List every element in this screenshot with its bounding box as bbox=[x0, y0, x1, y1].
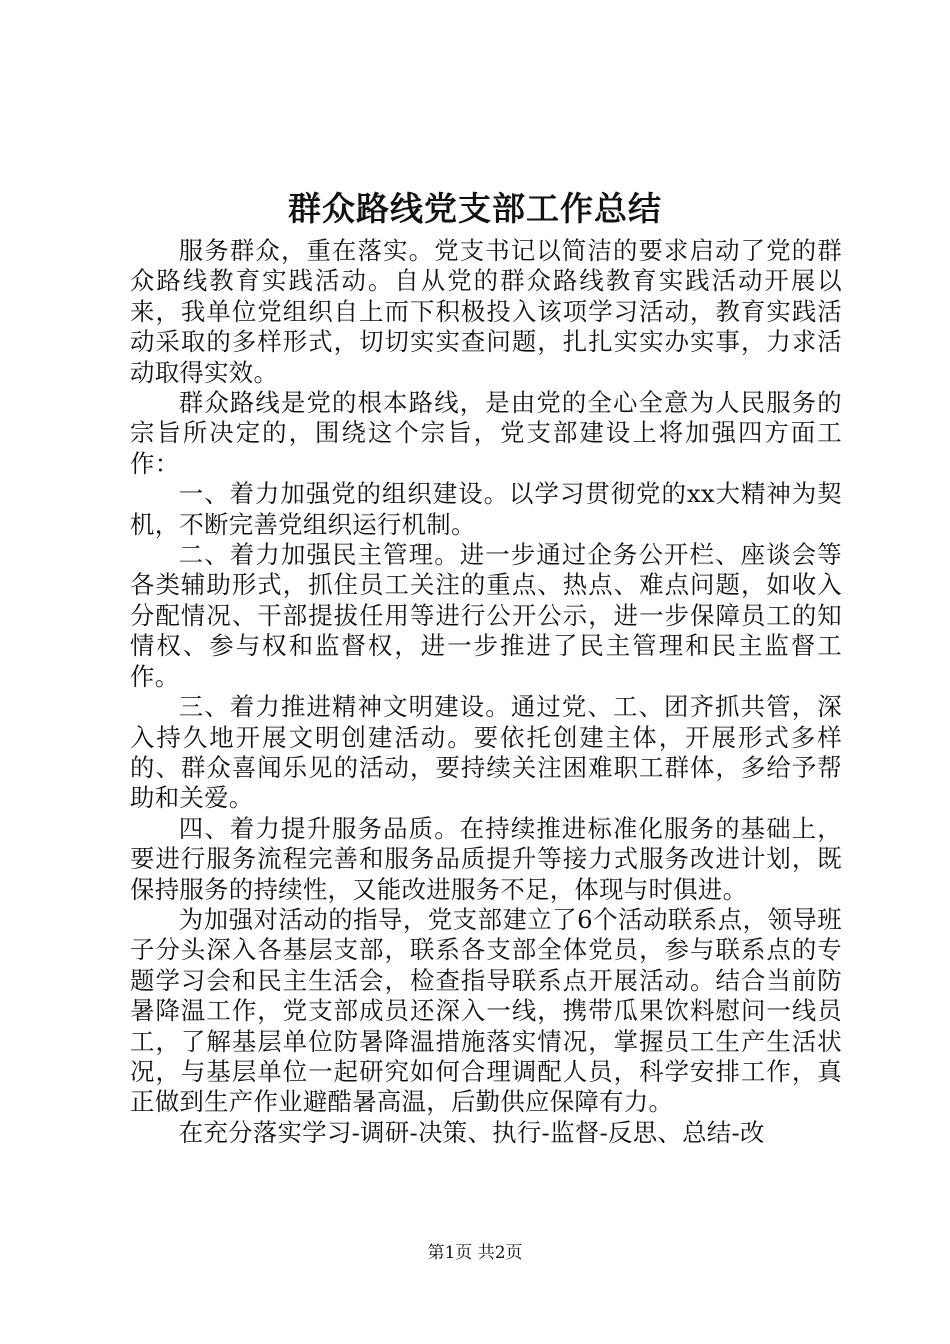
paragraph-4: 二、着力加强民主管理。进一步通过企务公开栏、座谈会等各类辅助形式，抓住员工关注的重点、热点、难点问题，如收入分配情况、干部提拔任用等进行公开公示，进一步保障员工的知情权、参与权和监督权，进一步推进了民主管理和民主监督工作。 bbox=[130, 540, 842, 691]
paragraph-6: 四、着力提升服务品质。在持续推进标准化服务的基础上，要进行服务流程完善和服务品质提升等接力式服务改进计划，既保持服务的持续性，又能改进服务不足，体现与时俱进。 bbox=[130, 813, 842, 904]
paragraph-3: 一、着力加强党的组织建设。以学习贯彻党的xx大精神为契机，不断完善党组织运行机制。 bbox=[130, 479, 842, 539]
paragraph-2: 群众路线是党的根本路线，是由党的全心全意为人民服务的宗旨所决定的，围绕这个宗旨，党支部建设上将加强四方面工作： bbox=[130, 388, 842, 478]
document-body bbox=[130, 236, 842, 1148]
paragraph-1: 服务群众，重在落实。党支书记以简洁的要求启动了党的群众路线教育实践活动。自从党的群众路线教育实践活动开展以来，我单位党组织自上而下积极投入该项学习活动，教育实践活动采取的多样形式，切切实实查问题，扎扎实实办实事，力求活动取得实效。 bbox=[130, 236, 842, 387]
paragraph-8: 在充分落实学习-调研-决策、执行-监督-反思、总结-改 bbox=[178, 1117, 765, 1147]
document-title: 群众路线党支部工作总结 bbox=[288, 189, 662, 228]
page-footer: 第1页 共2页 bbox=[427, 1243, 523, 1263]
paragraph-5: 三、着力推进精神文明建设。通过党、工、团齐抓共管，深入持久地开展文明创建活动。要依托创建主体，开展形式多样的、群众喜闻乐见的活动，要持续关注困难职工群体，多给予帮助和关爱。 bbox=[130, 692, 842, 813]
paragraph-7: 为加强对活动的指导，党支部建立了6个活动联系点，领导班子分头深入各基层支部，联系各支部全体党员，参与联系点的专题学习会和民主生活会，检查指导联系点开展活动。结合当前防暑降温工作，党支部成员还深入一线，携带瓜果饮料慰问一线员工，了解基层单位防暑降温措施落实情况，掌握员工生产生活状况，与基层单位一起研究如何合理调配人员，科学安排工作，真正做到生产作业避酷暑高温，后勤供应保障有力。 bbox=[130, 904, 842, 1117]
